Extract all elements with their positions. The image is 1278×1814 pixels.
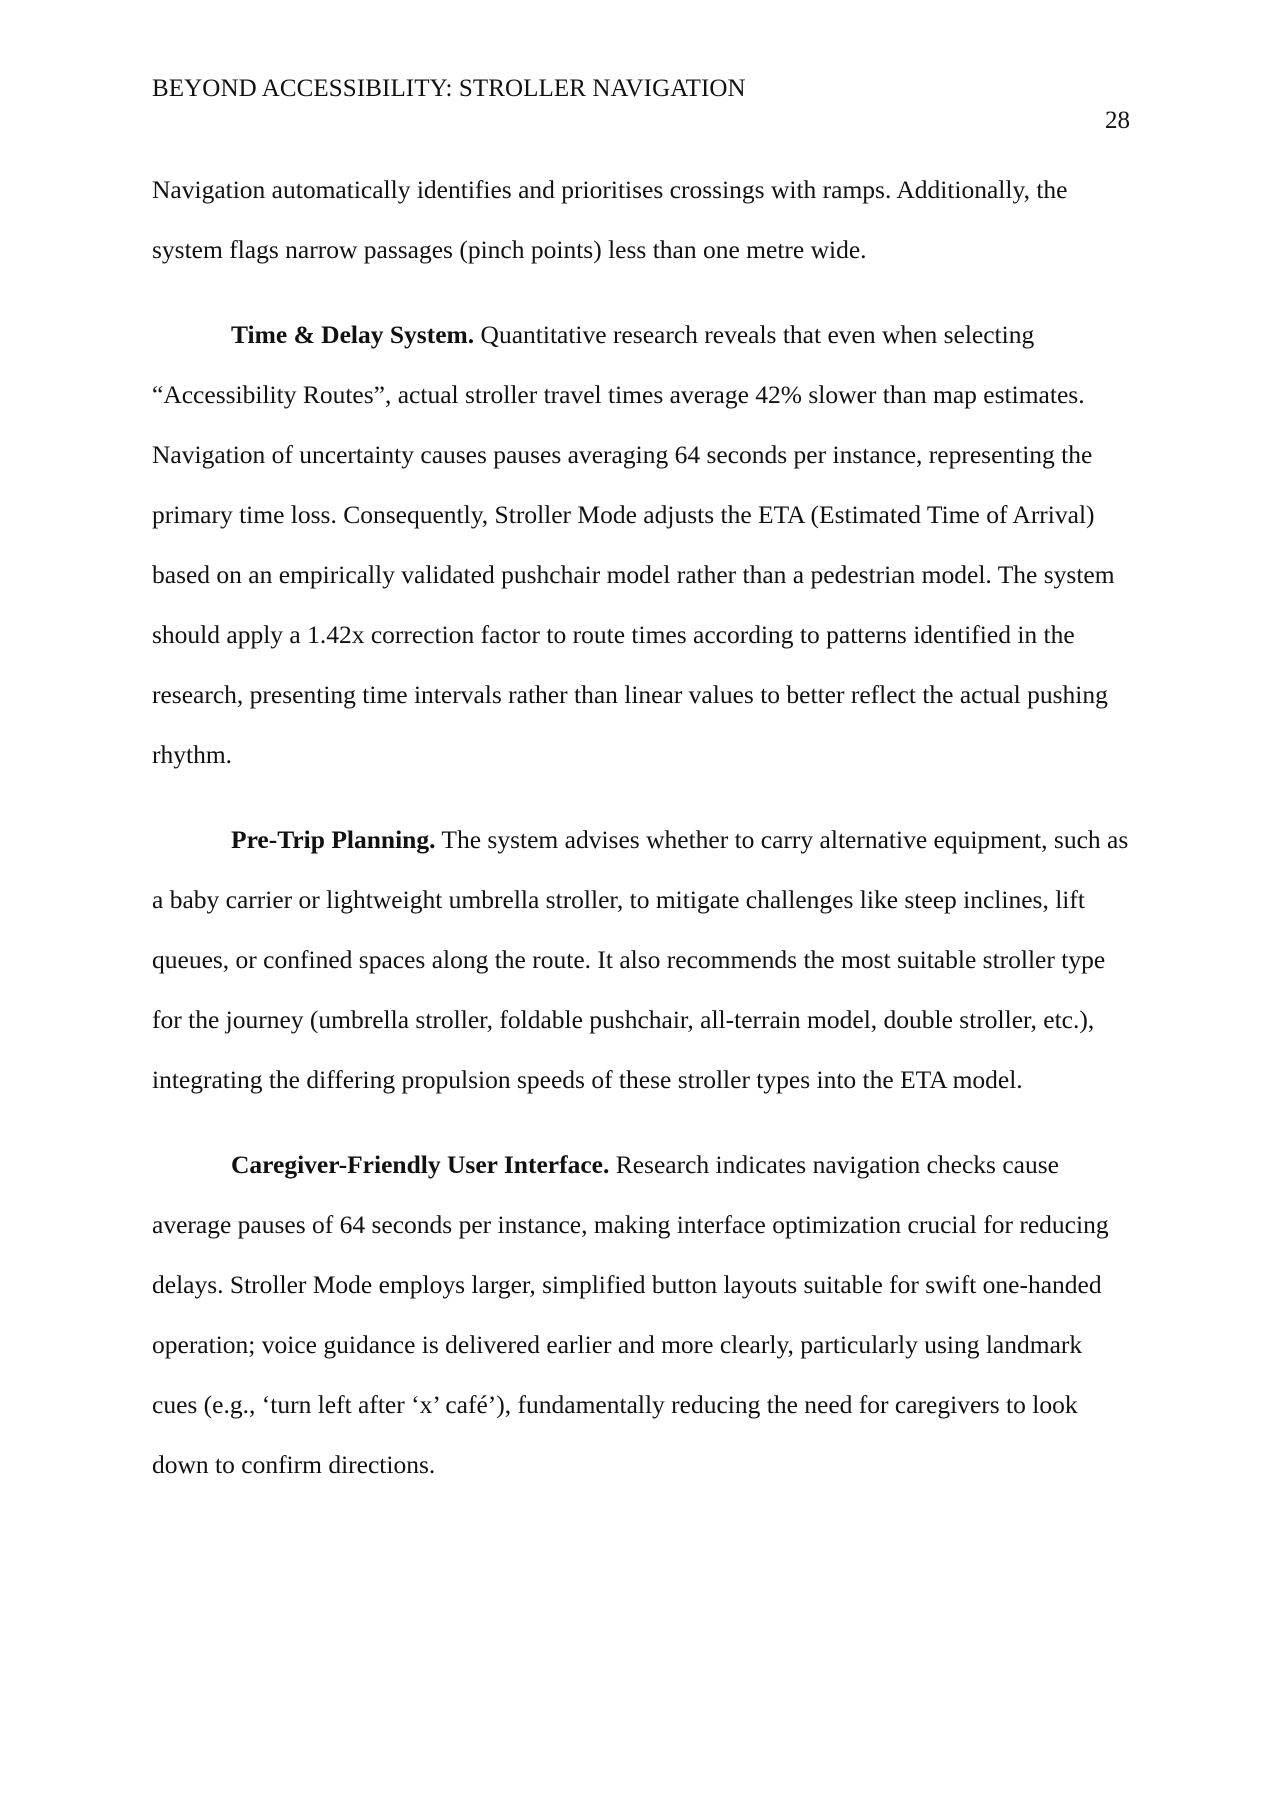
body-text <box>152 160 1132 1520</box>
paragraph-heading: Caregiver-Friendly User Interface. <box>231 1150 610 1179</box>
paragraph-heading: Pre-Trip Planning. <box>231 825 436 854</box>
paragraph-caregiver-friendly-ui <box>152 1135 1132 1495</box>
paragraph-text: Research indicates navigation checks cause average pauses of 64 seconds per instance, making interface optimization crucial for reducing delays. Stroller Mode employs larger, simplified button layouts suitable for swift one-handed operation; voice guidance is delivered earlier and more clearly, particularly using landmark cues (e.g., ‘turn left after ‘x’ café’), fundamentally reducing the need for caregivers to look down to confirm directions. <box>152 1150 1109 1479</box>
running-head: BEYOND ACCESSIBILITY: STROLLER NAVIGATION <box>152 75 746 102</box>
paragraph-continuation <box>152 160 1132 280</box>
paragraph-pre-trip-planning <box>152 810 1132 1110</box>
paragraph-text: Navigation automatically identifies and prioritises crossings with ramps. Additionally, the system flags narrow passages (pinch points) less than one metre wide. <box>152 175 1068 264</box>
paragraph-heading: Time & Delay System. <box>231 320 475 349</box>
paragraph-time-delay-system <box>152 305 1132 785</box>
page-number: 28 <box>1105 107 1130 134</box>
paragraph-text: The system advises whether to carry alternative equipment, such as a baby carrier or lightweight umbrella stroller, to mitigate challenges like steep inclines, lift queues, or confined spaces along the route. It also recommends the most suitable stroller type for the journey (umbrella stroller, foldable pushchair, all-terrain model, double stroller, etc.), integrating the differing propulsion speeds of these stroller types into the ETA model. <box>152 825 1129 1094</box>
paragraph-text: Quantitative research reveals that even when selecting “Accessibility Routes”, actual stroller travel times average 42% slower than map estimates. Navigation of uncertainty causes pauses averaging 64 seconds per instance, representing the primary time loss. Consequently, Stroller Mode adjusts the ETA (Estimated Time of Arrival) based on an empirically validated pushchair model rather than a pedestrian model. The system should apply a 1.42x correction factor to route times according to patterns identified in the research, presenting time intervals rather than linear values to better reflect the actual pushing rhythm. <box>152 320 1115 769</box>
